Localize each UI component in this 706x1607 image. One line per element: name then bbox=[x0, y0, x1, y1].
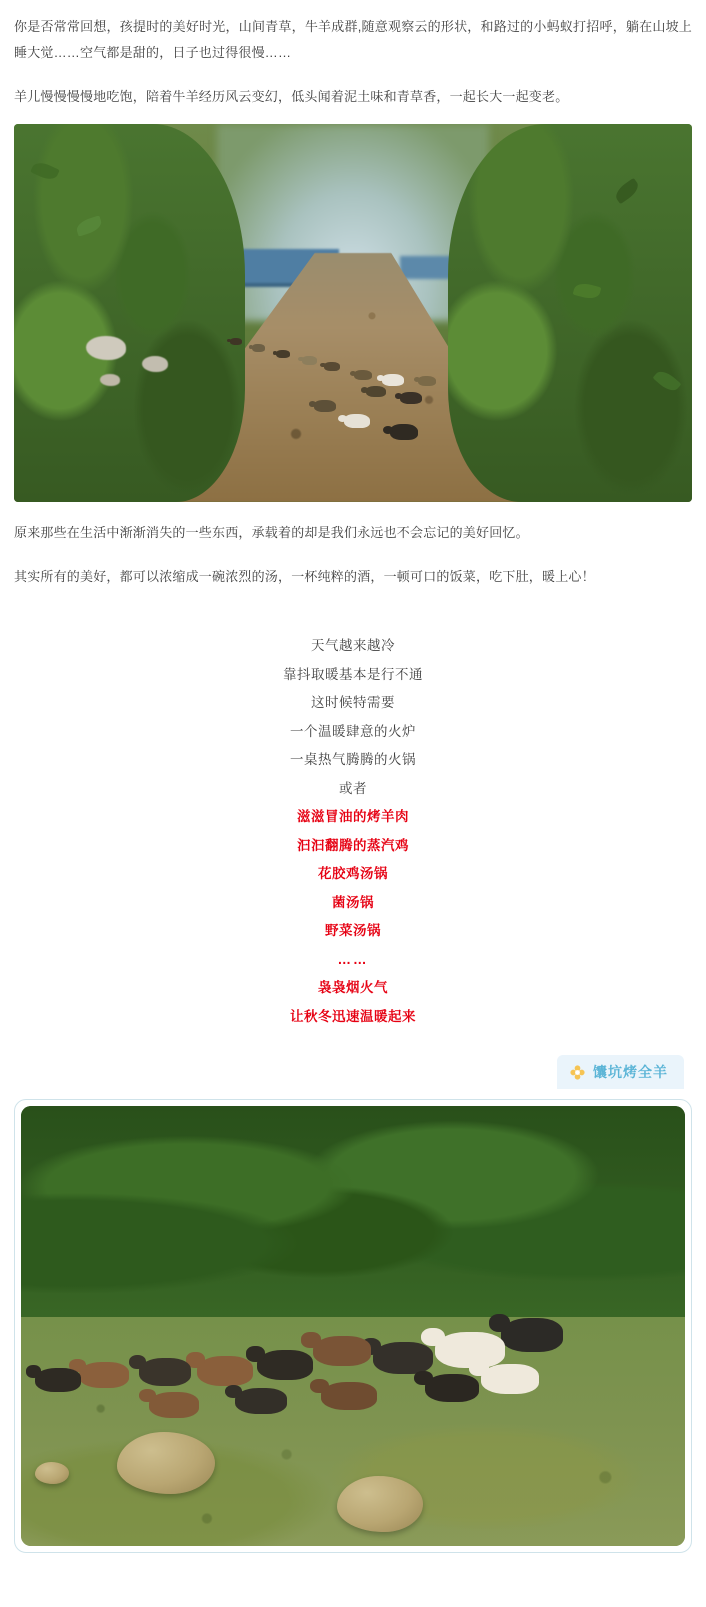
goat bbox=[366, 386, 386, 397]
goat bbox=[354, 370, 372, 380]
boulder bbox=[337, 1476, 423, 1532]
poem-line-highlight: 花胶鸡汤锅 bbox=[318, 866, 388, 881]
paragraph-intro-2: 羊儿慢慢慢慢地吃饱，陪着牛羊经历风云变幻，低头闻着泥土味和青草香，一起长大一起变老。 bbox=[14, 89, 569, 104]
goat bbox=[276, 350, 290, 358]
goat bbox=[418, 376, 436, 386]
poem-block bbox=[0, 608, 706, 1049]
goat bbox=[235, 1388, 287, 1414]
goat bbox=[252, 344, 265, 352]
brand-badge[interactable] bbox=[557, 1055, 684, 1089]
paragraph-intro-1: 你是否常常回想，孩提时的美好时光，山间青草，牛羊成群,随意观察云的形状，和路过的小蚂蚁打招呼，躺在山坡上睡大觉……空气都是甜的，日子也过得很慢…… bbox=[14, 19, 692, 60]
goat bbox=[139, 1358, 191, 1386]
rock bbox=[86, 336, 126, 360]
goat bbox=[314, 400, 336, 412]
goat bbox=[321, 1382, 377, 1410]
paragraph-memory: 原来那些在生活中渐渐消失的一些东西，承载着的却是我们永远也不会忘记的美好回忆。 bbox=[14, 525, 529, 540]
goat bbox=[79, 1362, 129, 1388]
left-foliage bbox=[14, 124, 245, 502]
goat bbox=[230, 338, 242, 345]
poem-line: 靠抖取暖基本是行不通 bbox=[283, 666, 423, 682]
goat bbox=[501, 1318, 563, 1352]
poem-line-highlight: 滋滋冒油的烤羊肉 bbox=[297, 809, 409, 824]
poem-line-highlight: 野菜汤锅 bbox=[325, 923, 381, 938]
goat bbox=[197, 1356, 253, 1386]
goat bbox=[390, 424, 418, 440]
boulder bbox=[117, 1432, 215, 1494]
poem-line-highlight: 让秋冬迅速温暖起来 bbox=[290, 1008, 416, 1024]
poem-line-highlight: 袅袅烟火气 bbox=[318, 980, 388, 995]
poem-line: 天气越来越冷 bbox=[311, 638, 395, 653]
forest-path-scene bbox=[14, 124, 692, 502]
paragraph-warmth: 其实所有的美好，都可以浓缩成一碗浓烈的汤，一杯纯粹的酒，一顿可口的饭菜，吃下肚，暖上心！ bbox=[14, 569, 595, 584]
poem-line: 一个温暖肆意的火炉 bbox=[290, 723, 416, 739]
goat bbox=[313, 1336, 371, 1366]
goat bbox=[425, 1374, 479, 1402]
goat bbox=[149, 1392, 199, 1418]
goat bbox=[382, 374, 404, 386]
rock bbox=[100, 374, 120, 386]
rock bbox=[142, 356, 168, 372]
tree-line bbox=[21, 1106, 685, 1335]
goat bbox=[257, 1350, 313, 1380]
poem-line-highlight: 菌汤锅 bbox=[332, 894, 374, 910]
poem-line: 一桌热气腾腾的火锅 bbox=[290, 752, 416, 767]
goat bbox=[302, 356, 317, 365]
poem-line: 这时候特需要 bbox=[311, 695, 395, 710]
goat bbox=[35, 1368, 81, 1392]
poem-line: 或者 bbox=[339, 780, 367, 796]
goats-walking-on-forest-path-image bbox=[14, 124, 692, 502]
boulder bbox=[35, 1462, 69, 1484]
poem-line-highlight: 汩汩翻腾的蒸汽鸡 bbox=[297, 837, 409, 853]
flower-icon bbox=[569, 1064, 586, 1081]
goat-herd-running-in-meadow-frame bbox=[14, 1099, 692, 1553]
goat bbox=[324, 362, 340, 371]
brand-badge-row bbox=[0, 1049, 706, 1099]
poem-line-ellipsis: …… bbox=[337, 951, 369, 967]
goat bbox=[400, 392, 422, 404]
goat-herd-running-in-meadow-image bbox=[21, 1106, 685, 1546]
goat bbox=[373, 1342, 433, 1374]
meadow-scene bbox=[21, 1106, 685, 1546]
goat bbox=[481, 1364, 539, 1394]
brand-badge-label: 馕坑烤全羊 bbox=[593, 1064, 668, 1080]
right-foliage bbox=[448, 124, 692, 502]
goat bbox=[344, 414, 370, 428]
